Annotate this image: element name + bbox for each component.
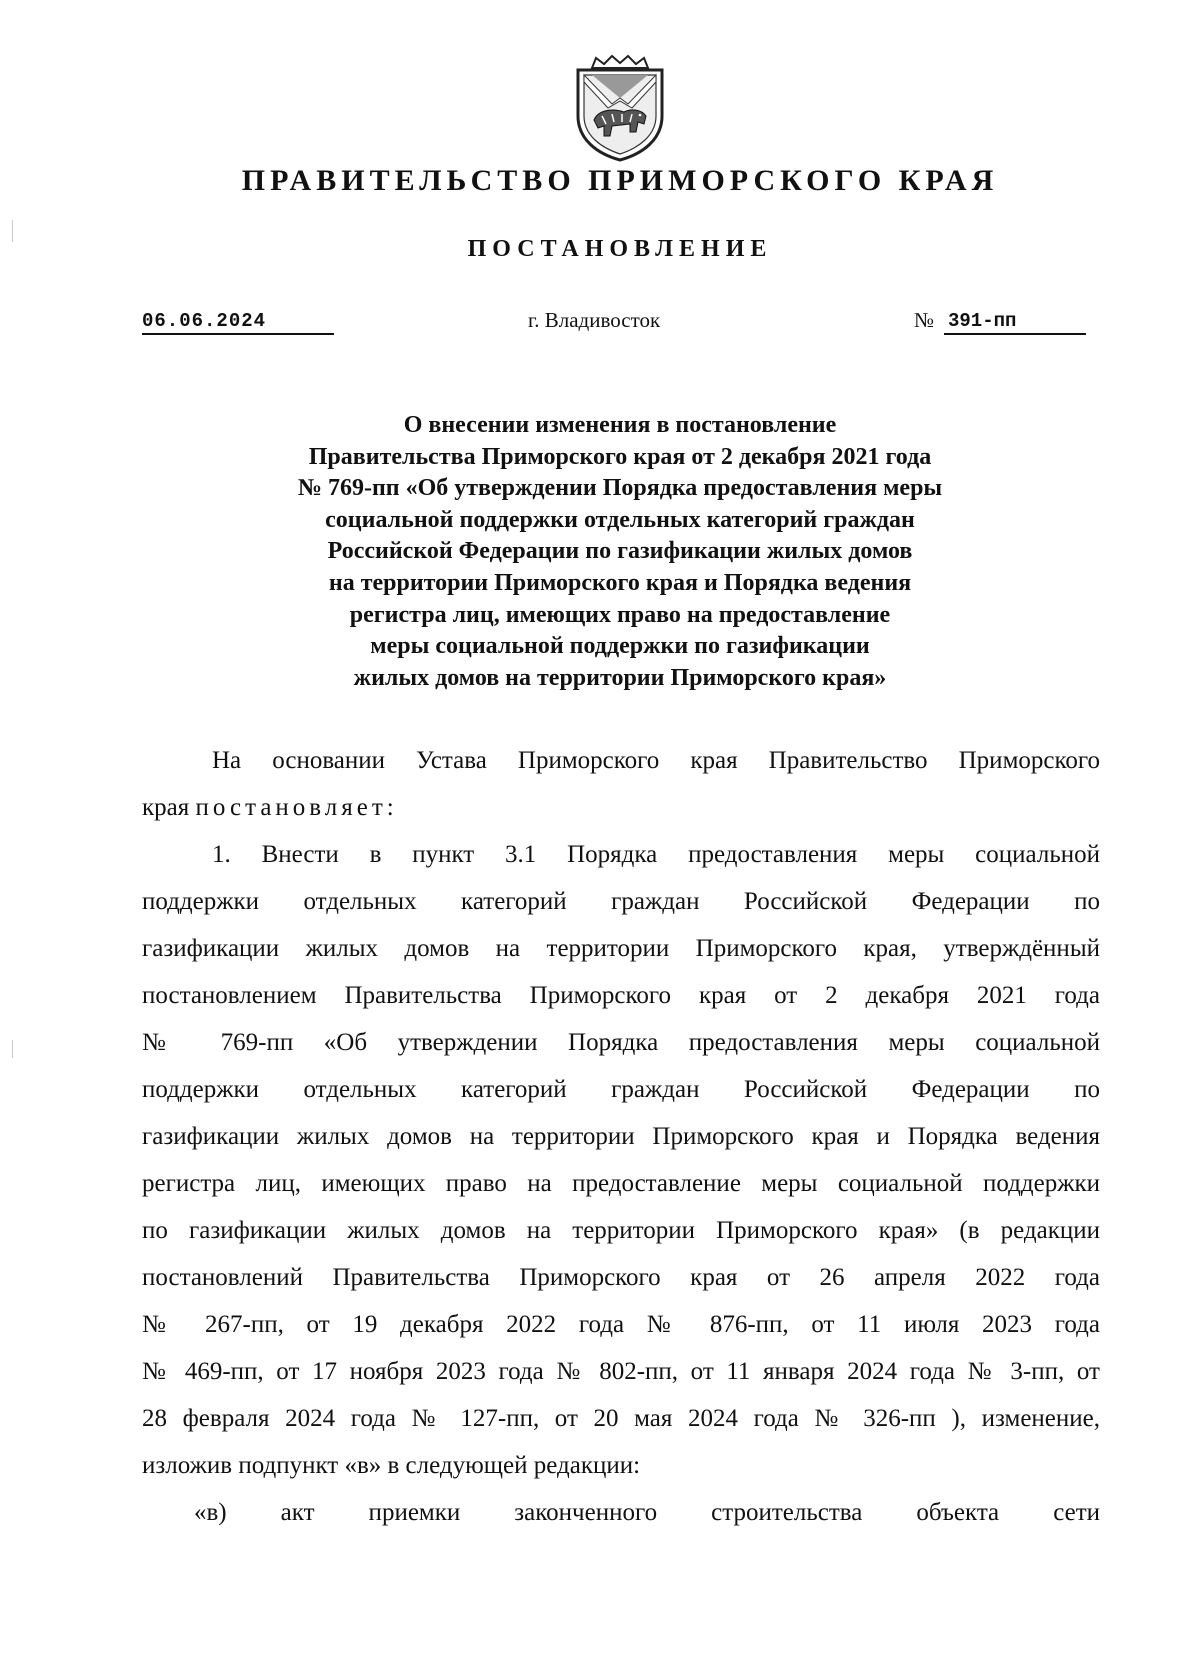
heading-line: О внесении изменения в постановление xyxy=(403,412,837,438)
document-date: 06.06.2024 xyxy=(142,310,334,335)
heading-line: на территории Приморского края и Порядка ведения xyxy=(328,569,912,596)
item1-line: регистра лиц, имеющих право на предоставление меры социальной поддержки xyxy=(142,1170,1100,1197)
item1-line: № 469-пп, от 17 ноября 2023 года № 802-пп, от 11 января 2024 года № 3-пп, от xyxy=(142,1358,1100,1385)
scan-artifact xyxy=(12,220,13,242)
document-number-block xyxy=(914,308,1084,333)
item1-line: газификации жилых домов на территории Приморского края и Порядка ведения xyxy=(142,1123,1100,1150)
heading-line: регистра лиц, имеющих право на предоставление xyxy=(349,601,891,628)
document-type: ПОСТАНОВЛЕНИЕ xyxy=(467,236,773,262)
item1-line: поддержки отдельных категорий граждан Российской Федерации по xyxy=(142,888,1100,915)
item1-line: № 267-пп, от 19 декабря 2022 года № 876-пп, от 11 июля 2023 года xyxy=(142,1311,1100,1338)
document-body xyxy=(142,737,1100,1536)
document-number: 391-пп xyxy=(944,310,1086,335)
document-city: г. Владивосток xyxy=(528,308,661,332)
document-heading xyxy=(140,410,1100,694)
number-sign: № xyxy=(914,308,935,332)
heading-line: № 769-пп «Об утверждении Порядка предоставления меры xyxy=(297,475,943,502)
heading-line: меры социальной поддержки по газификации xyxy=(370,633,870,660)
resolves-word: постановляет: xyxy=(195,794,398,821)
item1-line: газификации жилых домов на территории Приморского края, утверждённый xyxy=(142,935,1100,962)
document-meta-row xyxy=(0,308,1200,348)
item1-line: 1. Внести в пункт 3.1 Порядка предоставления меры социальной xyxy=(212,841,1100,868)
item1-line: изложив подпункт «в» в следующей редакции: xyxy=(142,1452,641,1479)
preamble-line: На основании Устава Приморского края Правительство Приморского xyxy=(212,747,1100,774)
item1-line: по газификации жилых домов на территории Приморского края» (в редакции xyxy=(142,1217,1100,1244)
subitem-line: «в) акт приемки законченного строительства объекта сети xyxy=(194,1499,1100,1526)
item1-line: № 769-пп «Об утверждении Порядка предоставления меры социальной xyxy=(142,1029,1100,1056)
item1-line: постановлением Правительства Приморского края от 2 декабря 2021 года xyxy=(142,982,1100,1009)
preamble-line xyxy=(142,784,1100,831)
item1-line: поддержки отдельных категорий граждан Российской Федерации по xyxy=(142,1076,1100,1103)
item1-line: постановлений Правительства Приморского края от 26 апреля 2022 года xyxy=(142,1264,1100,1291)
heading-line: социальной поддержки отдельных категорий граждан xyxy=(325,506,915,533)
heading-line: Правительства Приморского края от 2 декабря 2021 года xyxy=(308,443,932,470)
item1-line: 28 февраля 2024 года № 127-пп, от 20 мая 2024 года № 326-пп ), изменение, xyxy=(142,1405,1100,1432)
organization-title: ПРАВИТЕЛЬСТВО ПРИМОРСКОГО КРАЯ xyxy=(241,164,999,197)
heading-line: жилых домов на территории Приморского края» xyxy=(353,664,887,691)
scan-artifact xyxy=(12,1040,13,1058)
coat-of-arms-icon xyxy=(572,54,668,162)
preamble-text: края xyxy=(142,794,196,821)
heading-line: Российской Федерации по газификации жилых домов xyxy=(327,538,913,565)
